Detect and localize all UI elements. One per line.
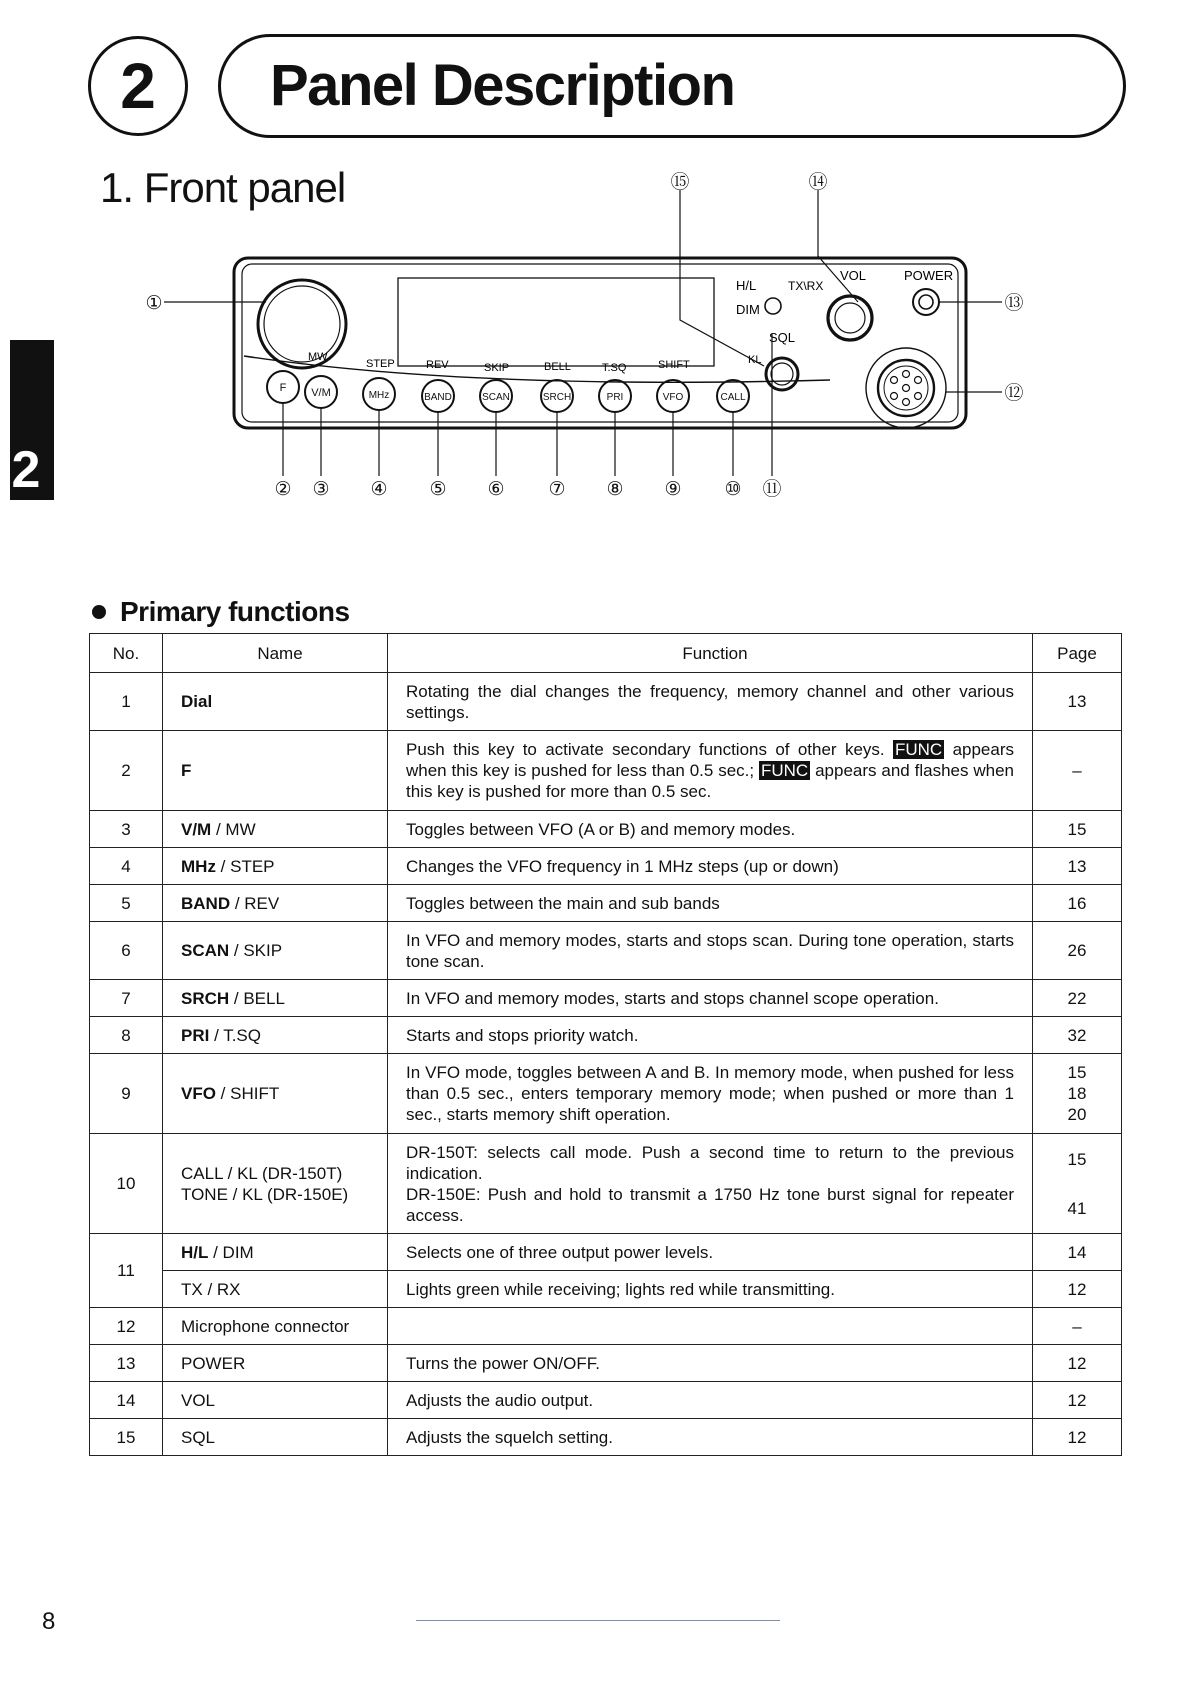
- table-header-row: [90, 634, 1122, 673]
- table-row: 14 VOL Adjusts the audio output. 12: [90, 1382, 1122, 1419]
- table-row: 6 SCAN / SKIP In VFO and memory modes, starts and stops scan. During tone operation, starts tone scan. 26: [90, 922, 1122, 980]
- table-row: 8 PRI / T.SQ Starts and stops priority watch. 32: [90, 1017, 1122, 1054]
- callout-12: ⑫: [1004, 383, 1024, 404]
- label-sql: SQL: [769, 330, 796, 345]
- callout-13: ⑬: [1004, 293, 1024, 314]
- page-number: 8: [42, 1608, 56, 1635]
- label-kl: KL: [748, 354, 762, 366]
- callout-5: ⑤: [429, 479, 447, 500]
- func-indicator-badge: FUNC: [894, 740, 943, 759]
- chapter-side-tab-number: 2: [11, 441, 41, 499]
- label-power: POWER: [904, 268, 954, 283]
- table-row: 2 F Push this key to activate secondary functions of other keys. FUNC appears when this key is pushed for less than 0.5 sec.; FUNC appears and flashes when this key is pushed for more than 0.5 sec. –: [90, 731, 1122, 811]
- table-row: 1 Dial Rotating the dial changes the frequency, memory channel and other various settings. 13: [90, 673, 1122, 731]
- main-dial: [258, 280, 346, 368]
- callout-9: ⑨: [664, 479, 682, 500]
- svg-text:MHz: MHz: [368, 390, 390, 401]
- table-row: 9 VFO / SHIFT In VFO mode, toggles between A and B. In memory mode, when pushed for less than 0.5 sec., enters temporary memory mode; when pushed or more than 1 sec., starts memory shift operation. 15 18 20: [90, 1054, 1122, 1134]
- label-mw: MW: [308, 351, 328, 363]
- col-header-name: Name: [163, 634, 388, 673]
- lcd-display: [398, 278, 714, 366]
- label-txrx: TX\RX: [788, 279, 824, 293]
- front-panel-diagram: [130, 170, 1090, 540]
- callout-10: ⑩: [724, 479, 742, 500]
- table-row: 10 CALL / KL (DR-150T) TONE / KL (DR-150E) DR-150T: selects call mode. Push a second time to return to the previous indication. DR-150E: Push and hold to transmit a 1750 Hz tone burst signal for repeater access. 15 41: [90, 1134, 1122, 1234]
- chapter-number-badge: [88, 36, 188, 136]
- svg-text:VFO: VFO: [662, 392, 684, 403]
- callout-8: ⑧: [606, 479, 624, 500]
- bullet-icon: [92, 605, 106, 619]
- callout-2: ②: [274, 479, 292, 500]
- primary-functions-heading: [92, 596, 350, 628]
- table-row: 4 MHz / STEP Changes the VFO frequency in 1 MHz steps (up or down) 13: [90, 848, 1122, 885]
- callout-6: ⑥: [487, 479, 505, 500]
- footer-divider: [416, 1620, 780, 1621]
- callout-4: ④: [370, 479, 388, 500]
- callout-1: ①: [145, 293, 163, 314]
- col-header-page: Page: [1033, 634, 1122, 673]
- table-row: 12 Microphone connector –: [90, 1308, 1122, 1345]
- table-row: 15 SQL Adjusts the squelch setting. 12: [90, 1419, 1122, 1456]
- col-header-function: Function: [388, 634, 1033, 673]
- svg-text:PRI: PRI: [606, 392, 624, 403]
- svg-text:SCAN: SCAN: [482, 392, 510, 403]
- section-title: 1. Front panel: [100, 164, 346, 211]
- hl-dim-button: [765, 298, 781, 314]
- primary-functions-title: Primary functions: [120, 596, 350, 627]
- panel-curve-line: [244, 356, 830, 382]
- table-row: 5 BAND / REV Toggles between the main and sub bands 16: [90, 885, 1122, 922]
- label-rev: REV: [426, 359, 449, 371]
- power-button: [913, 289, 939, 315]
- label-hl: H/L: [736, 278, 757, 293]
- table-row: TX / RX Lights green while receiving; lights red while transmitting. 12: [90, 1271, 1122, 1308]
- label-vol: VOL: [840, 268, 867, 283]
- label-dim: DIM: [736, 302, 760, 317]
- callout-14: ⑭: [808, 172, 828, 193]
- mic-connector: [878, 360, 934, 416]
- table-row: 3 V/M / MW Toggles between VFO (A or B) and memory modes. 15: [90, 811, 1122, 848]
- label-step: STEP: [366, 358, 395, 370]
- label-shift: SHIFT: [658, 359, 690, 371]
- callout-15: ⑮: [670, 172, 690, 193]
- table-row: 7 SRCH / BELL In VFO and memory modes, starts and stops channel scope operation. 22: [90, 980, 1122, 1017]
- callout-7: ⑦: [548, 479, 566, 500]
- func-indicator-badge: FUNC: [760, 761, 809, 780]
- callout-3: ③: [312, 479, 330, 500]
- page-title: Panel Description: [270, 53, 735, 118]
- svg-text:CALL: CALL: [720, 392, 746, 403]
- primary-functions-table: [89, 633, 1122, 1456]
- svg-text:BAND: BAND: [424, 392, 452, 403]
- chapter-number: 2: [120, 50, 156, 122]
- col-header-no: No.: [90, 634, 163, 673]
- table-row: 11 H/L / DIM Selects one of three output power levels. 14: [90, 1234, 1122, 1271]
- callout-11: ⑪: [762, 479, 782, 500]
- svg-text:SRCH: SRCH: [542, 392, 572, 403]
- main-dial-inner: [264, 286, 340, 362]
- label-bell: BELL: [544, 361, 571, 373]
- label-tsq: T.SQ: [602, 362, 627, 374]
- table-row: 13 POWER Turns the power ON/OFF. 12: [90, 1345, 1122, 1382]
- label-skip: SKIP: [484, 362, 510, 374]
- svg-text:V/M: V/M: [311, 387, 331, 399]
- svg-text:F: F: [279, 382, 287, 394]
